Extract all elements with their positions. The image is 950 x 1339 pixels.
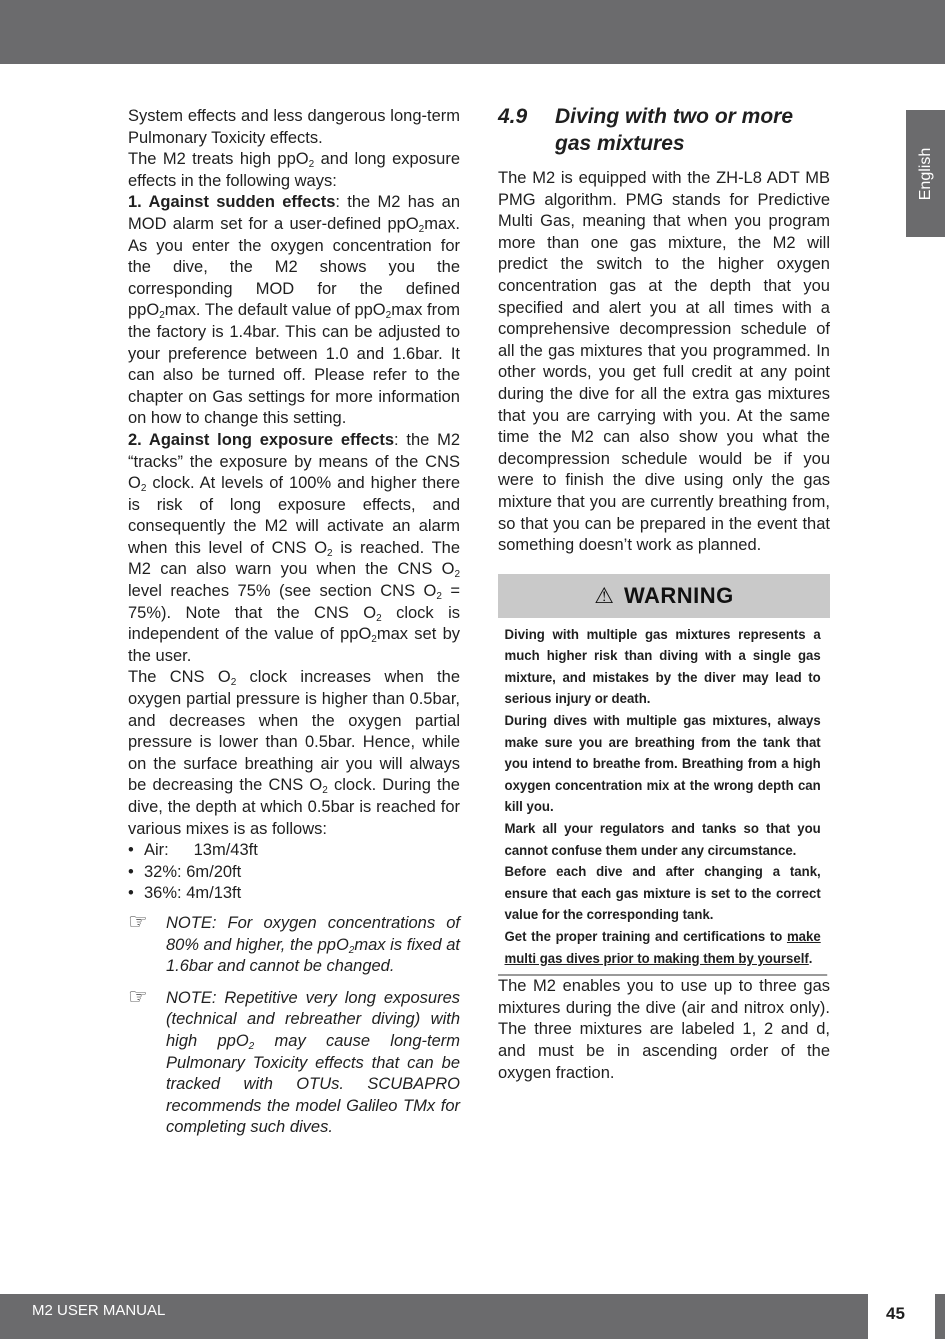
note-block — [128, 908, 460, 978]
paragraph: System effects and less dangerous long-term Pulmonary Toxicity effects. — [128, 107, 460, 147]
footer-strip — [935, 1294, 945, 1339]
note-text: NOTE: For oxygen concentrations of 80% and higher, the ppO$_2$max is fixed at 1.6bar and cannot be changed. — [166, 913, 460, 976]
list-item-long-exposure: 2. Against long exposure effects: the M2 “tracks” the exposure by means of the CNS $O_2$ clock. At levels of 100% and higher there is risk of long exposure effects, and consequently the M2 will activate an alarm when this level of CNS $O_2$ is reached. The M2 can also warn you when the CNS $O_2$ level reaches 75% (see section CNS $O_2 = 75\%$). Note that the CNS $O_2$ clock is independent of the value of ppO$_2$max set by the user. — [128, 430, 460, 665]
pointing-hand-icon: ☞ — [128, 908, 148, 934]
language-tab-label: English — [916, 147, 934, 200]
warning-body — [498, 618, 827, 977]
paragraph: The CNS $O_2$ clock increases when the oxygen partial pressure is higher than 0.5bar, and decreases when the oxygen partial pressure is lower than 0.5bar. Hence, while on the surface breathing air you will always be decreasing the CNS $O_2$ clock. During the dive, the depth at which 0.5bar is reached for various mixes is as follows: — [128, 668, 460, 838]
footer-bar — [0, 1294, 868, 1339]
note-text: NOTE: Repetitive very long exposures (technical and rebreather diving) with high ppO$_2$ may cause long-term Pulmonary Toxicity effects that can be tracked with OTUs. SCUBAPRO recommends the model Galileo TMx for completing such dives. — [166, 988, 460, 1137]
header-bar — [0, 0, 945, 64]
section-number: 4.9 — [498, 105, 528, 128]
warning-text: Diving with multiple gas mixtures represents a much higher risk than diving with a single gas mixture, and mistakes by the diver may lead to serious injury or death. — [504, 626, 821, 708]
warning-title: WARNING — [623, 582, 734, 608]
pointing-hand-icon: ☞ — [128, 983, 148, 1009]
paragraph: The M2 is equipped with the ZH-L8 ADT MB PMG algorithm. PMG stands for Predictive Multi Gas, meaning that when you program more than one gas mixture, the M2 will predict the switch to the higher oxygen concentration gas at the depth that you specified and alert you at all times with a comprehensive decompression schedule of all the gas mixtures that you programmed. In other words, you get full credit at any point during the dive for all the extra gas mixtures that you are carrying with you. At the same time the M2 can also show you what the decompression schedule would be if you were to finish the dive using only the gas mixture that you are currently breathing from, so that you can be prepared in the event that something doesn’t work as planned. — [498, 169, 830, 555]
warning-text: Before each dive and after changing a tank, ensure that each gas mixture is set to the correct value for the corresponding tank. — [504, 864, 821, 924]
paragraph: The M2 enables you to use up to three gas mixtures during the dive (air and nitrox only). The three mixtures are labeled 1, 2 and d, and must be in ascending order of the oxygen fraction. — [498, 977, 830, 1082]
section-title: Diving with two or more gas mixtures — [555, 105, 794, 155]
list-item: • 36%: 4m/13ft — [128, 884, 242, 903]
list-item: • 32%: 6m/20ft — [128, 862, 242, 881]
warning-header — [498, 574, 830, 618]
manual-title: M2 USER MANUAL — [32, 1302, 166, 1319]
paragraph: The M2 treats high ppO$_2$ and long exposure effects in the following ways: — [128, 150, 460, 190]
left-column — [128, 106, 460, 1139]
page-number: 45 — [886, 1304, 905, 1323]
language-tab[interactable] — [906, 110, 945, 237]
right-column — [498, 168, 830, 1084]
list-item: • Air: 13m/43ft — [128, 841, 258, 860]
warning-triangle-icon: ⚠ — [594, 582, 614, 608]
note-block — [128, 983, 460, 1139]
warning-text: Get the proper training and certifications to make multi gas dives prior to making them by yourself. — [504, 929, 821, 967]
list-item-sudden-effects: 1. Against sudden effects: the M2 has an MOD alarm set for a user-defined ppO$_2$max. As you enter the oxygen concentration for the dive, the M2 shows you the corresponding MOD for the defined ppO$_2$max. The default value of ppO$_2$max from the factory is 1.4bar. This can be adjusted to your preference between 1.0 and 1.6bar. It can also be turned off. Please refer to the chapter on Gas settings for more information on how to change this setting. — [128, 193, 460, 428]
warning-text: During dives with multiple gas mixtures, always make sure you are breathing from the tank that you intend to breathe from. Breathing from a high oxygen concentration mix at the wrong depth can kill you. — [504, 713, 821, 816]
warning-box — [498, 574, 830, 977]
warning-text: Mark all your regulators and tanks so that you cannot confuse them under any circumstance. — [504, 821, 821, 859]
